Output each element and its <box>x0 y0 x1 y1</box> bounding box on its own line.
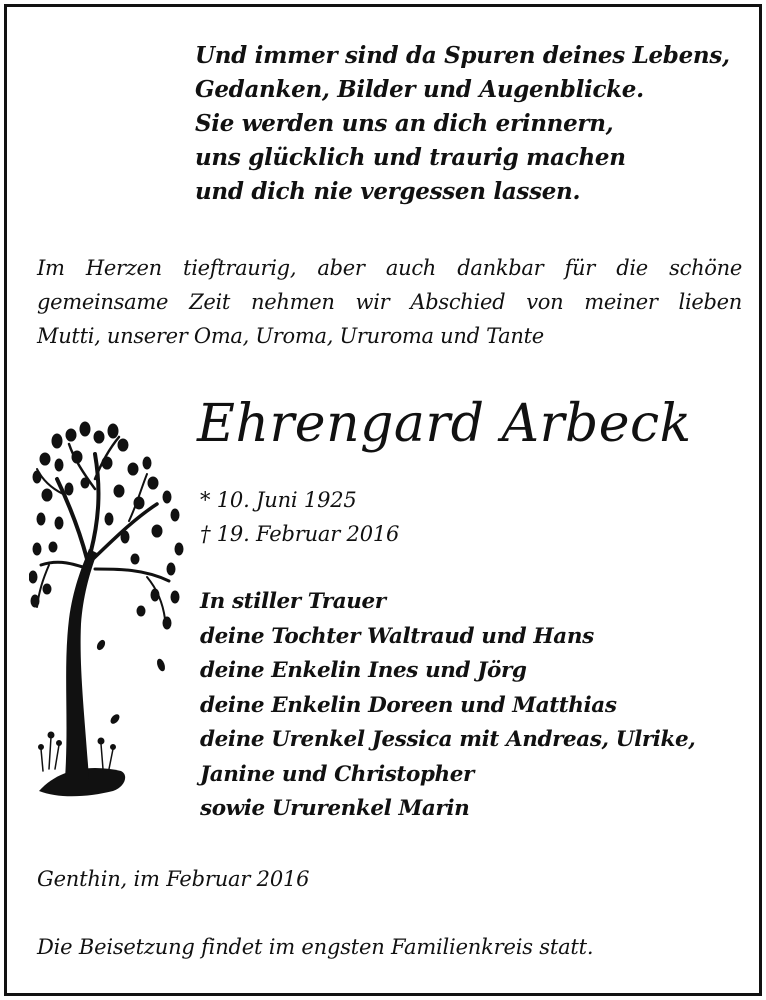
place-date: Genthin, im Februar 2016 <box>37 867 310 891</box>
intro-text <box>37 251 742 353</box>
funeral-note: Die Beisetzung findet im engsten Familienkreis statt. <box>37 935 594 959</box>
intro-line: Mutti, unserer Oma, Uroma, Ururoma und Tante <box>37 324 544 348</box>
mourners-line: sowie Ururenkel Marin <box>200 796 470 821</box>
mourners-line: deine Enkelin Ines und Jörg <box>200 658 527 683</box>
death-date: † 19. Februar 2016 <box>200 522 400 546</box>
poem-line: Sie werden uns an dich erinnern, <box>195 110 614 137</box>
mourners-line: deine Tochter Waltraud und Hans <box>200 623 594 649</box>
mourners-line: In stiller Trauer <box>200 589 386 614</box>
intro-line: Im Herzen tieftraurig, aber auch dankbar für die schöne <box>37 256 742 280</box>
poem-line: uns glücklich und traurig machen <box>195 144 626 171</box>
deceased-name: Ehrengard Arbeck <box>197 394 692 454</box>
obituary-frame <box>4 4 762 996</box>
life-dates <box>200 483 399 551</box>
poem-line: und dich nie vergessen lassen. <box>195 178 581 205</box>
poem-line: Und immer sind da Spuren deines Lebens, <box>195 42 730 69</box>
poem <box>195 39 730 209</box>
mourners-line: deine Urenkel Jessica mit Andreas, Ulrike, <box>200 727 696 752</box>
tree-silhouette-icon <box>29 419 189 809</box>
mourners-line: deine Enkelin Doreen und Matthias <box>200 692 617 718</box>
mourners-list <box>200 585 695 827</box>
poem-line: Gedanken, Bilder und Augenblicke. <box>195 76 644 103</box>
mourners-line: Janine und Christopher <box>200 761 474 787</box>
birth-date: * 10. Juni 1925 <box>200 488 357 512</box>
intro-line: gemeinsame Zeit nehmen wir Abschied von meiner lieben <box>37 290 742 314</box>
